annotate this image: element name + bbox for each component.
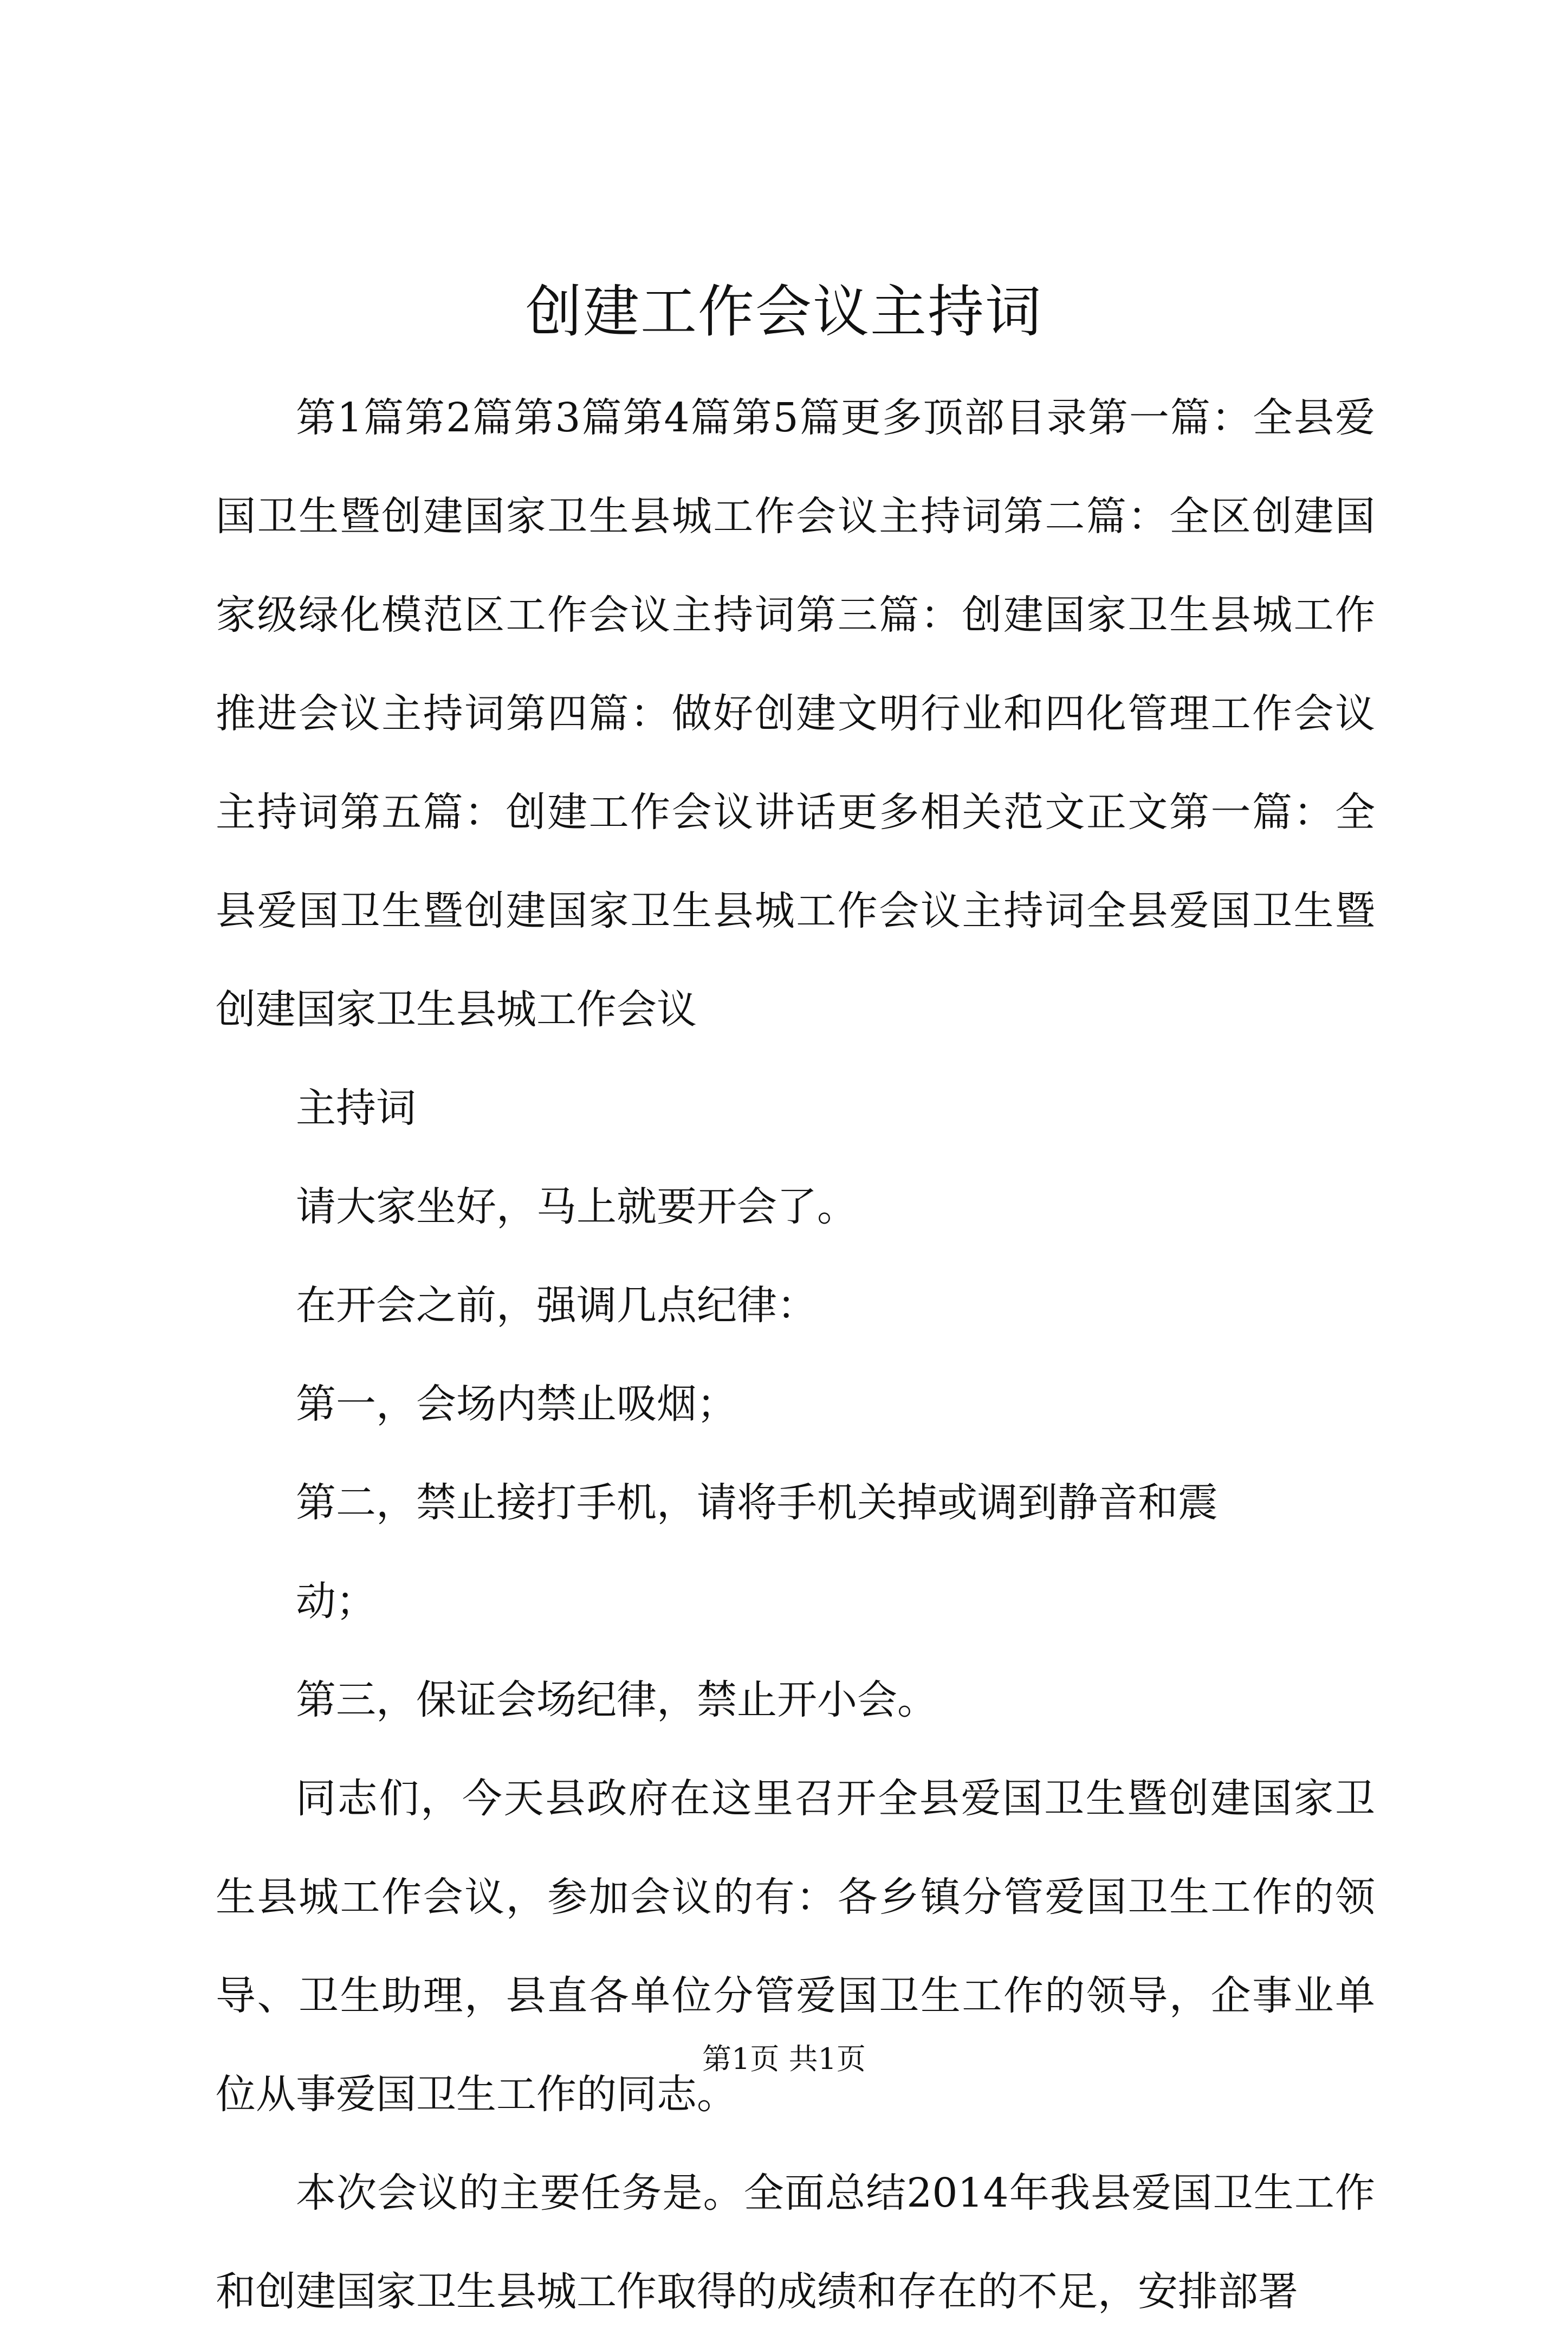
body-line: 在开会之前，强调几点纪律： <box>296 1282 817 1329</box>
body-paragraph: 同志们，今天县政府在这里召开全县爱国卫生暨创建国家卫生县城工作会议，参加会议的有：各乡镇分管爱国卫生工作的领导、卫生助理，县直各单位分管爱国卫生工作的领导，企事业单位从事爱国卫生工作的同志。 <box>216 1775 1375 2118</box>
body-line: 第三，保证会场纪律，禁止开小会。 <box>296 1677 937 1723</box>
body-paragraph: 本次会议的主要任务是。全面总结2014年我县爱国卫生工作和创建国家卫生县城工作取得的成绩和存在的不足，安排部署 <box>216 2170 1375 2315</box>
document-title: 创建工作会议主持词 <box>525 279 1042 345</box>
body-line: 动； <box>296 1578 376 1625</box>
table-of-contents-paragraph: 第1篇第2篇第3篇第4篇第5篇更多顶部目录第一篇：全县爱国卫生暨创建国家卫生县城工作会议主持词第二篇：全区创建国家级绿化模范区工作会议主持词第三篇：创建国家卫生县城工作推进会议主持词第四篇：做好创建文明行业和四化管理工作会议主持词第五篇：创建工作会议讲话更多相关范文正文第一篇：全县爱国卫生暨创建国家卫生县城工作会议主持词全县爱国卫生暨创建国家卫生县城工作会议 <box>216 395 1375 1033</box>
body-line: 主持词 <box>296 1085 416 1131</box>
body-line: 第二，禁止接打手机，请将手机关掉或调到静音和震 <box>296 1479 1218 1526</box>
body-line: 第一，会场内禁止吸烟； <box>296 1381 737 1427</box>
page-footer: 第1页 共1页 <box>702 2042 866 2076</box>
body-line: 请大家坐好，马上就要开会了。 <box>296 1184 857 1230</box>
